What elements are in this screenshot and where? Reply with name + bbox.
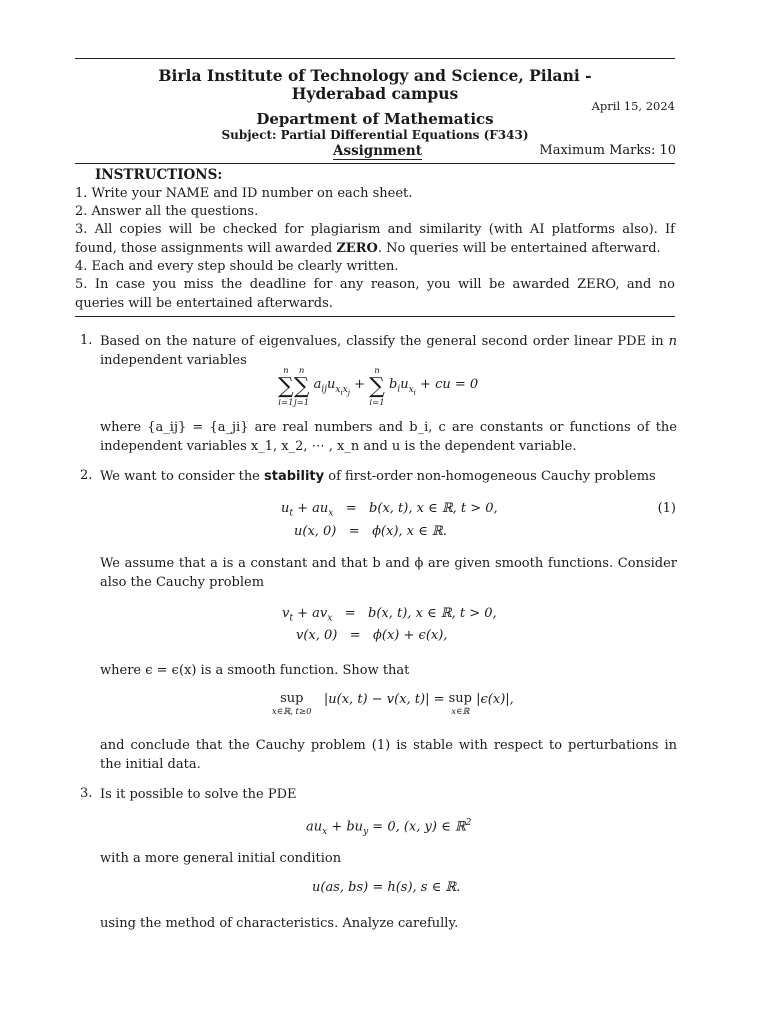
top-rule bbox=[75, 58, 675, 59]
stability-inequality: sup x∈ℝ, t≥0 |u(x, t) − v(x, t)| = sup x∈ℝ |ϵ(x)|, bbox=[272, 691, 514, 717]
cauchy-problem-2-line2: v(x, 0) = ϕ(x) + ϵ(x), bbox=[296, 628, 448, 643]
question-1-var-n: n bbox=[668, 334, 677, 349]
question-3-text-c: using the method of characteristics. Analyze carefully. bbox=[100, 916, 459, 931]
question-2-stability: stability bbox=[264, 469, 325, 484]
assignment-label: Assignment bbox=[333, 143, 422, 159]
equation-label-1: (1) bbox=[657, 501, 676, 516]
question-1-text-a: Based on the nature of eigenvalues, classify the general second order linear PDE in bbox=[100, 334, 669, 349]
question-1-where: where {a_ij} = {a_ji} are real numbers and b_i, c are constants or functions of the independent variables x_1, x_2, ⋯ , x_n and u is the dependent variable. bbox=[100, 420, 677, 454]
question-2-assume: We assume that a is a constant and that b and ϕ are given smooth functions. Consider also the Cauchy problem bbox=[100, 556, 677, 590]
instruction-3-zero: ZERO bbox=[336, 240, 378, 256]
cauchy-problem-1-line1: $u_t + au_x = b(x$, t), x ∈ ℝ, t > 0, bbox=[281, 501, 498, 519]
question-3-text-b: with a more general initial condition bbox=[100, 851, 342, 866]
question-2-number: 2. bbox=[80, 468, 93, 483]
instruction-3 bbox=[75, 221, 675, 258]
instructions-heading: INSTRUCTIONS: bbox=[95, 167, 223, 183]
question-3-number: 3. bbox=[80, 786, 93, 801]
general-initial-condition: u(as, bs) = h(s), s ∈ ℝ. bbox=[312, 880, 461, 895]
question-3-text-a: Is it possible to solve the PDE bbox=[100, 787, 297, 802]
pde-transport-equation: $au_x + bu_y = 0$, (x, y) ∈ ℝ$^2$ bbox=[306, 818, 472, 837]
instruction-2: 2. Answer all the questions. bbox=[75, 204, 259, 219]
question-1-number: 1. bbox=[80, 333, 93, 348]
instruction-3-tail: . No queries will be entertained afterward. bbox=[377, 240, 661, 256]
instruction-4: 4. Each and every step should be clearly written. bbox=[75, 259, 399, 274]
date: April 15, 2024 bbox=[591, 99, 675, 113]
question-2-text-after: of first-order non-homogeneous Cauchy problems bbox=[324, 469, 656, 484]
header-rule bbox=[75, 163, 675, 164]
question-2-text bbox=[100, 468, 677, 487]
instruction-1: 1. Write your NAME and ID number on each sheet. bbox=[75, 186, 413, 201]
question-1-text-a-end: independent variables bbox=[100, 352, 247, 368]
question-2-where: where ϵ = ϵ(x) is a smooth function. Show that bbox=[100, 663, 410, 678]
question-2-conclude: and conclude that the Cauchy problem (1) is stable with respect to perturbations in the initial data. bbox=[100, 738, 677, 772]
cauchy-problem-1-line2: u(x, 0) = ϕ(x), x ∈ ℝ. bbox=[294, 524, 447, 539]
department-title: Department of Mathematics bbox=[256, 110, 494, 128]
instructions-rule bbox=[75, 316, 675, 317]
cauchy-problem-2-line1: $v_t + av_x = b(x$, t), x ∈ ℝ, t > 0, bbox=[282, 606, 497, 624]
question-1-text bbox=[100, 333, 677, 370]
instruction-5: 5. In case you miss the deadline for any reason, you will be awarded ZERO, and no queries will be entertained afterwards. bbox=[75, 277, 675, 311]
institute-title-line1: Birla Institute of Technology and Science, Pilani - bbox=[158, 66, 592, 85]
question-2-text-before: We want to consider the bbox=[100, 469, 265, 484]
institute-title-line2: Hyderabad campus bbox=[291, 84, 459, 103]
subject-line: Subject: Partial Differential Equations (F343) bbox=[221, 128, 529, 142]
instruction-3-text: 3. All copies will be checked for plagiarism and similarity (with AI platforms also). If found, those assignments will awarded bbox=[75, 222, 675, 256]
pde-general-equation: n ∑ i=1 n ∑ j=1 $a_{ij}u_{x_ix_j}$ + n ∑ i=1 $b_iu_{x_i}$ + cu = 0 bbox=[278, 366, 479, 408]
maximum-marks: Maximum Marks: 10 bbox=[539, 143, 676, 158]
